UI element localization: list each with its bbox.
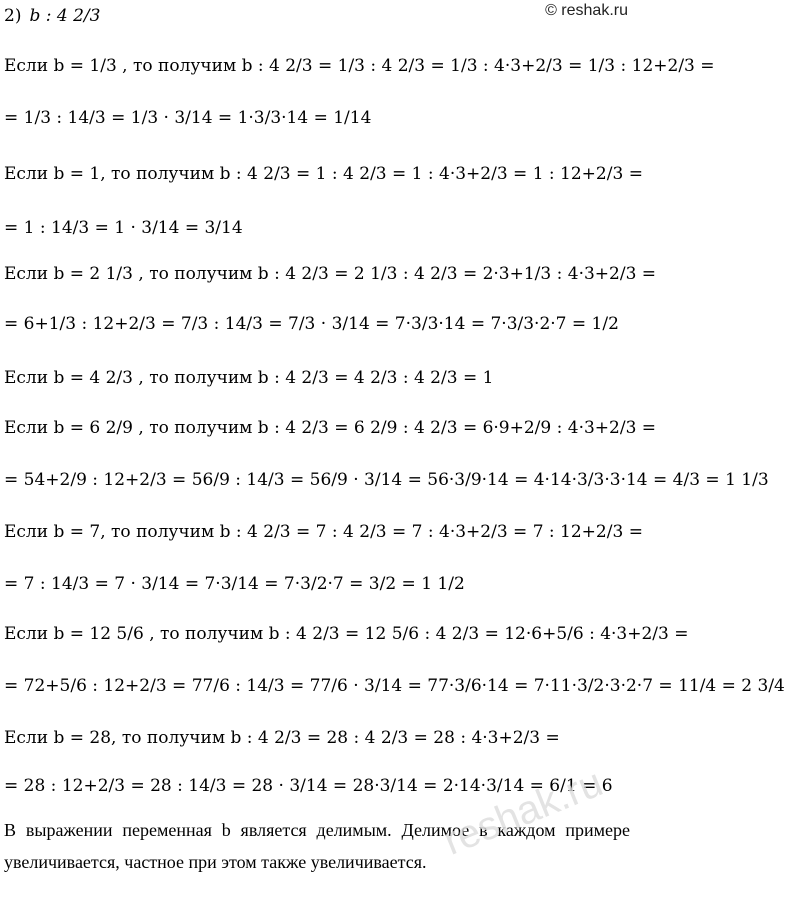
solution-line-1: Если b = 1/3 , то получим b : 4 2/3 = 1/3 : 4 2/3 = 1/3 : 4·3+2/3 = 1/3 : 12+2/3 =	[4, 56, 715, 76]
solution-line-8: Если b = 6 2/9 , то получим b : 4 2/3 = 6 2/9 : 4 2/3 = 6·9+2/9 : 4·3+2/3 =	[4, 418, 657, 438]
solution-line-14: Если b = 28, то получим b : 4 2/3 = 28 : 4 2/3 = 28 : 4·3+2/3 =	[4, 728, 560, 748]
solution-line-6: = 6+1/3 : 12+2/3 = 7/3 : 14/3 = 7/3 · 3/14 = 7·3/3·14 = 7·3/3·2·7 = 1/2	[4, 314, 619, 334]
problem-number: 2)	[4, 6, 22, 26]
site-watermark: © reshak.ru	[545, 2, 628, 19]
solution-line-13: = 72+5/6 : 12+2/3 = 77/6 : 14/3 = 77/6 · 3/14 = 77·3/6·14 = 7·11·3/2·3·2·7 = 11/4 = 2 3/4	[4, 676, 785, 696]
solution-line-9: = 54+2/9 : 12+2/3 = 56/9 : 14/3 = 56/9 · 3/14 = 56·3/9·14 = 4·14·3/3·3·14 = 4/3 = 1 1/3	[4, 470, 769, 490]
solution-line-5: Если b = 2 1/3 , то получим b : 4 2/3 = 2 1/3 : 4 2/3 = 2·3+1/3 : 4·3+2/3 =	[4, 264, 657, 284]
conclusion-paragraph: В выражении переменная b является делимым. Делимое в каждом примере увеличивается, частное при этом также увеличивается.	[4, 820, 630, 872]
solution-line-15: = 28 : 12+2/3 = 28 : 14/3 = 28 · 3/14 = 28·3/14 = 2·14·3/14 = 6/1 = 6	[4, 776, 613, 796]
problem-expression: b : 4 2/3	[29, 6, 101, 26]
solution-line-3: Если b = 1, то получим b : 4 2/3 = 1 : 4 2/3 = 1 : 4·3+2/3 = 1 : 12+2/3 =	[4, 164, 643, 184]
solution-line-11: = 7 : 14/3 = 7 · 3/14 = 7·3/14 = 7·3/2·7 = 3/2 = 1 1/2	[4, 574, 465, 594]
solution-line-7: Если b = 4 2/3 , то получим b : 4 2/3 = 4 2/3 : 4 2/3 = 1	[4, 368, 494, 388]
diagonal-watermark: reshak.ru	[437, 760, 609, 864]
solution-line-2: = 1/3 : 14/3 = 1/3 · 3/14 = 1·3/3·14 = 1/14	[4, 108, 372, 128]
solution-line-4: = 1 : 14/3 = 1 · 3/14 = 3/14	[4, 218, 243, 238]
problem-header	[4, 8, 100, 25]
solution-line-10: Если b = 7, то получим b : 4 2/3 = 7 : 4 2/3 = 7 : 4·3+2/3 = 7 : 12+2/3 =	[4, 522, 643, 542]
solution-line-12: Если b = 12 5/6 , то получим b : 4 2/3 = 12 5/6 : 4 2/3 = 12·6+5/6 : 4·3+2/3 =	[4, 624, 689, 644]
